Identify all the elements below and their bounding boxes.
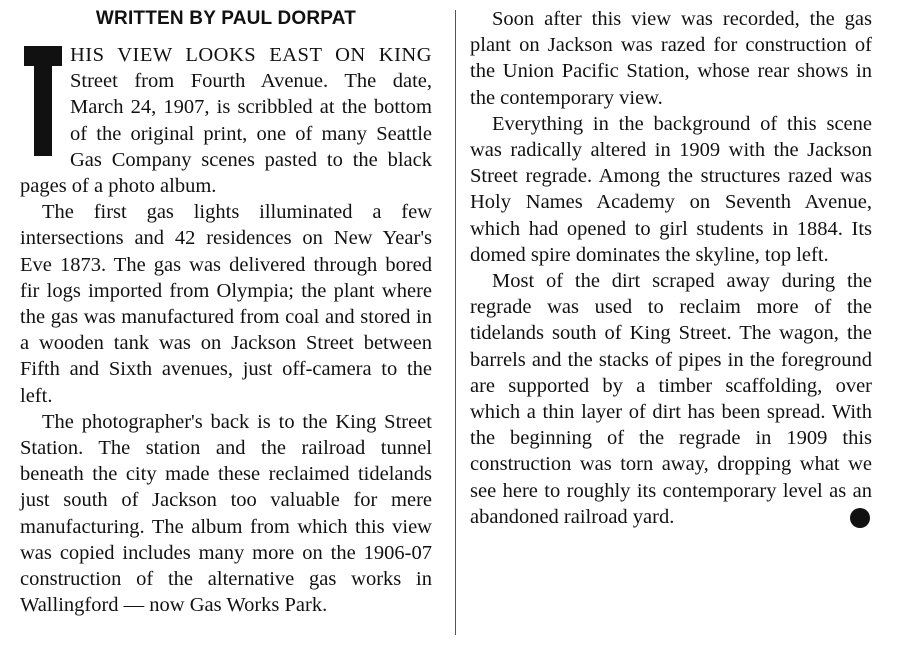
paragraph-6 — [470, 268, 882, 530]
lead-in-caps: HIS VIEW LOOKS EAST ON KING — [70, 44, 432, 66]
paragraph-6-text: Most of the dirt scraped away during the regrade was used to reclaim more of the tidelands south of King Street. The wagon, the barrels and the stacks of pipes in the foreground are supported by a timber scaffolding, over which a thin layer of dirt has been spread. With the beginning of the regrade in 1909 this construction was torn away, dropping what we see here to roughly its contemporary level as an abandoned railroad yard. — [470, 270, 872, 528]
drop-cap-t-glyph — [24, 46, 62, 156]
paragraph-1 — [20, 42, 432, 199]
paragraph-5: Everything in the background of this scene was radically altered in 1909 with the Jackson Street regrade. Among the structures razed was Holy Names Academy on Seventh Avenue, which had opened to girl students in 1884. Its domed spire dominates the skyline, top left. — [470, 112, 872, 266]
paragraph-1-text: Street from Fourth Avenue. The date, March 24, 1907, is scribbled at the bottom of the original print, one of many Seattle Gas Company scenes pasted to the black pages of a photo album. — [20, 70, 432, 198]
paragraph-4: Soon after this view was recorded, the gas plant on Jackson was razed for construction of the Union Pacific Station, whose rear shows in the contemporary view. — [470, 8, 872, 109]
drop-cap — [24, 46, 62, 156]
paragraph-3: The photographer's back is to the King Street Station. The station and the railroad tunnel beneath the city made these reclaimed tidelands just south of Jackson too valuable for mere manufacturing. The album from which this view was copied includes many more on the 1906-07 construction of the alternative gas works in Wallingford — now Gas Works Park. — [20, 410, 432, 617]
left-column — [20, 0, 432, 618]
end-mark-icon: P — [850, 508, 870, 528]
column-divider — [455, 10, 456, 635]
paragraph-2: The first gas lights illuminated a few intersections and 42 residences on New Year's Eve 1873. The gas was delivered through bored fir logs imported from Olympia; the plant where the gas was manufactured from coal and stored in a wooden tank was on Jackson Street between Fifth and Sixth avenues, just off-camera to the left. — [20, 201, 432, 407]
byline: WRITTEN BY PAUL DORPAT — [95, 8, 357, 29]
right-column — [470, 6, 882, 530]
